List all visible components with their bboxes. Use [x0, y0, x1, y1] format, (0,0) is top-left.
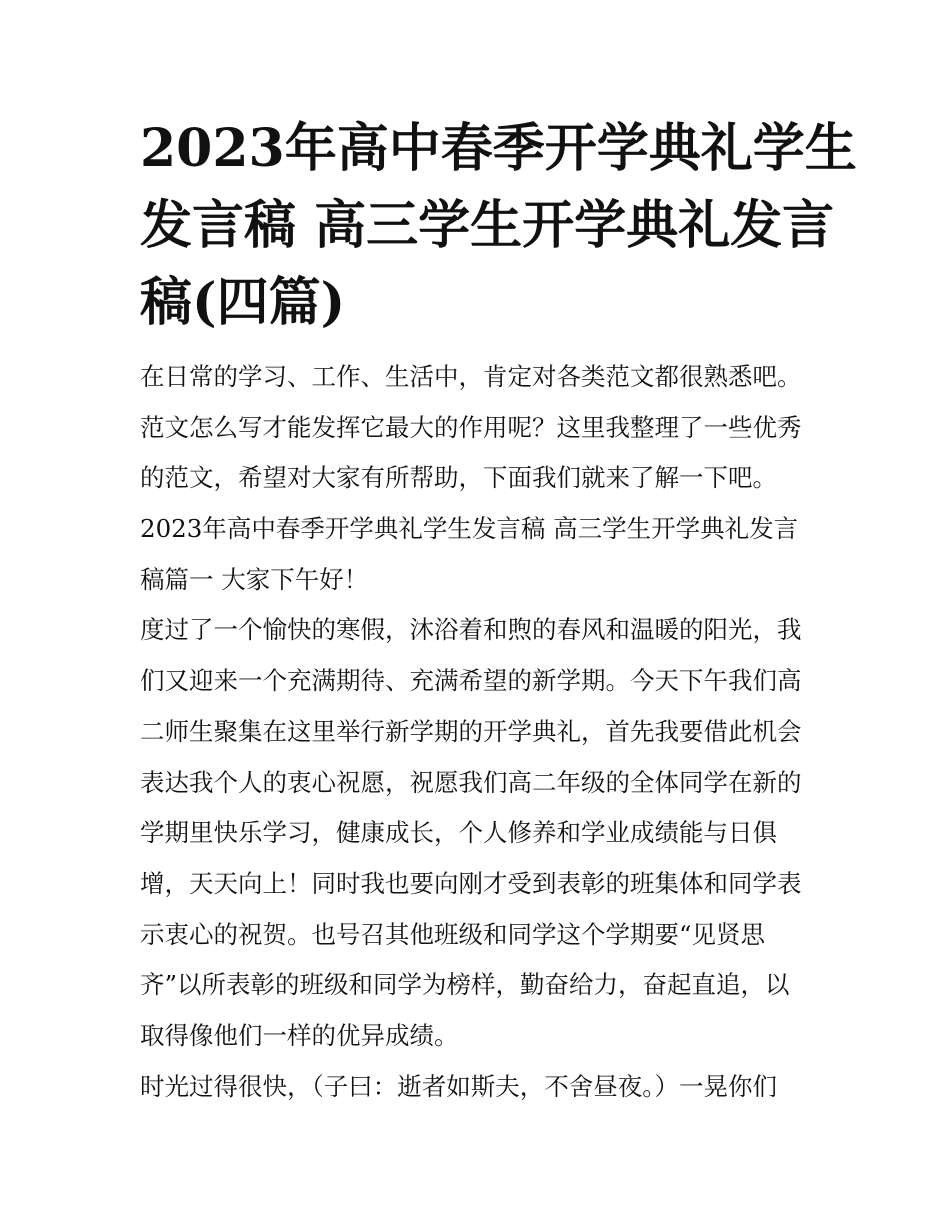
body-line: 范文怎么写才能发挥它最大的作用呢？这里我整理了一些优秀 [140, 412, 802, 442]
title-line: 稿(四篇) [140, 272, 346, 333]
body-line: 2023年高中春季开学典礼学生发言稿 高三学生开学典礼发言 [140, 514, 799, 544]
document-body [140, 352, 830, 1112]
body-line: 度过了一个愉快的寒假，沐浴着和煦的春风和温暖的阳光，我 [140, 615, 802, 645]
body-line: 们又迎来一个充满期待、充满希望的新学期。今天下午我们高 [140, 666, 802, 696]
body-line: 取得像他们一样的优异成绩。 [140, 1020, 459, 1050]
body-line: 在日常的学习、工作、生活中，肯定对各类范文都很熟悉吧。 [140, 362, 802, 391]
document-title [140, 110, 857, 341]
body-line: 表达我个人的衷心祝愿，祝愿我们高二年级的全体同学在新的 [140, 767, 802, 797]
body-line: 时光过得很快，（子曰：逝者如斯夫，不舍昼夜。）一晃你们 [140, 1071, 777, 1101]
body-line: 示衷心的祝贺。也号召其他班级和同学这个学期要“见贤思 [140, 919, 766, 949]
body-line: 稿篇一 大家下午好！ [140, 564, 369, 594]
title-line: 2023年高中春季开学典礼学生 [140, 118, 857, 179]
body-line: 的范文，希望对大家有所帮助，下面我们就来了解一下吧。 [140, 463, 777, 493]
body-line: 学期里快乐学习，健康成长，个人修养和学业成绩能与日俱 [140, 818, 777, 848]
body-line: 齐”以所表彰的班级和同学为榜样，勤奋给力，奋起直追，以 [140, 970, 790, 1000]
title-line: 发言稿 高三学生开学典礼发言 [140, 195, 835, 256]
body-line: 二师生聚集在这里举行新学期的开学典礼，首先我要借此机会 [140, 716, 802, 746]
body-line: 增，天天向上！同时我也要向刚才受到表彰的班集体和同学表 [140, 868, 802, 898]
